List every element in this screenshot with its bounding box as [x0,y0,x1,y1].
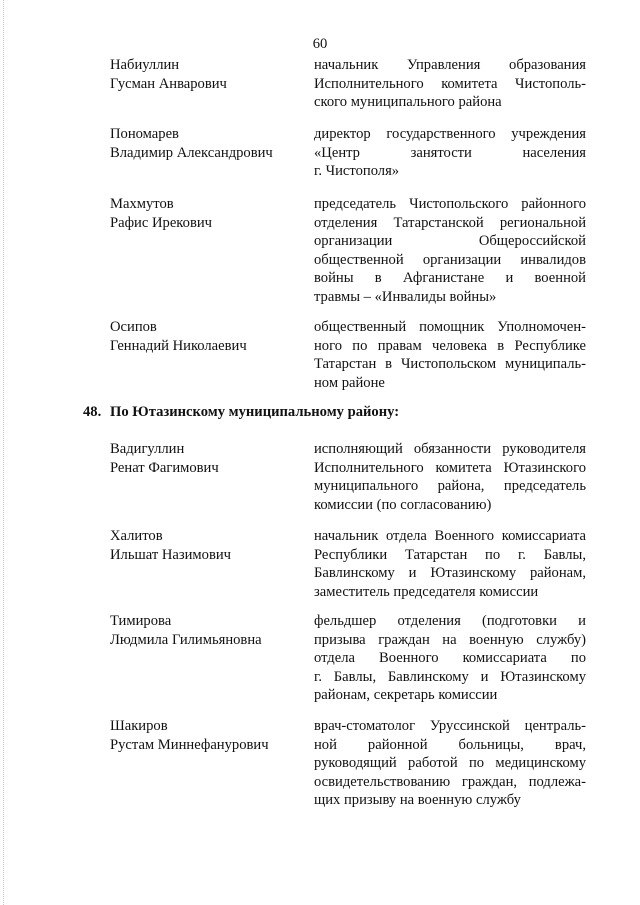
section-title: По Ютазинскому муниципальному району: [110,404,400,420]
role-line: начальник Управления образования [314,57,586,73]
member-surname: Осипов [110,319,157,335]
role-line: руководящий работой по медицинскому [314,755,586,772]
member-role [314,195,586,307]
role-line: отдела Военного комиссариата по [314,650,586,667]
member-role [314,56,586,112]
role-line: щих призыву на военную службу [314,792,521,809]
member-role [314,440,586,514]
member-role [314,527,586,601]
role-line: председатель Чистопольского районного [314,196,586,212]
role-line: отделения Татарстанской региональной [314,214,586,231]
section-heading [83,403,399,422]
member-role [314,717,586,810]
section-number: 48. [83,404,102,420]
member-surname: Махмутов [110,196,174,212]
role-line: Татарстан в Чистопольском муниципаль- [314,356,586,373]
member-given-names: Ренат Фагимович [110,459,219,476]
role-line: г. Чистополя» [314,163,400,180]
role-line: призыва граждан на военную службу) [314,631,586,648]
role-line: Бавлинскому и Ютазинскому районам, [314,565,586,582]
role-line: комиссии (по согласованию) [314,496,492,513]
role-line: освидетельствованию граждан, подлежа- [314,773,586,790]
role-line: войны в Афганистане и военной [314,270,586,287]
role-line: г. Бавлы, Бавлинскому и Ютазинскому [314,668,586,685]
role-line: ной районной больницы, врач, [314,736,586,753]
member-given-names: Гусман Анварович [110,75,227,92]
page-number: 60 [312,36,328,52]
role-line: врач-стоматолог Уруссинской централь- [314,718,586,734]
role-line: травмы – «Инвалиды войны» [314,288,497,305]
member-role [314,318,586,392]
member-given-names: Геннадий Николаевич [110,337,247,354]
member-name [110,612,300,649]
page-edge [3,0,4,905]
role-line: фельдшер отделения (подготовки и [314,613,586,629]
role-line: муниципального района, председатель [314,478,586,495]
member-surname: Вадигуллин [110,441,185,457]
member-name [110,125,300,162]
member-given-names: Владимир Александрович [110,144,273,161]
member-surname: Халитов [110,528,163,544]
role-line: Исполнительного комитета Ютазинского [314,459,586,476]
role-line: заместитель председателя комиссии [314,583,539,600]
member-name [110,717,300,754]
member-role [314,125,586,181]
member-surname: Тимирова [110,613,172,629]
member-name [110,440,300,477]
member-given-names: Рафис Ирекович [110,214,212,231]
member-name [110,527,300,564]
role-line: ном районе [314,374,385,391]
member-given-names: Рустам Миннефанурович [110,736,269,753]
member-surname: Шакиров [110,718,168,734]
role-line: Республики Татарстан по г. Бавлы, [314,546,586,563]
member-name [110,195,300,232]
member-surname: Набиуллин [110,57,180,73]
role-line: общественной организации инвалидов [314,251,586,268]
role-line: районам, секретарь комиссии [314,687,498,704]
role-line: организации Общероссийской [314,233,586,250]
role-line: ного по правам человека в Республике [314,337,586,354]
role-line: директор государственного учреждения [314,126,586,142]
role-line: «Центр занятости населения [314,144,586,161]
member-name [110,56,300,93]
member-role [314,612,586,705]
member-surname: Пономарев [110,126,179,142]
role-line: исполняющий обязанности руководителя [314,441,586,457]
role-line: Исполнительного комитета Чистополь- [314,75,586,92]
role-line: начальник отдела Военного комиссариата [314,528,586,544]
role-line: ского муниципального района [314,94,502,111]
member-given-names: Людмила Гилимьяновна [110,631,262,648]
role-line: общественный помощник Уполномочен- [314,319,586,335]
member-name [110,318,300,355]
member-given-names: Ильшат Назимович [110,546,232,563]
